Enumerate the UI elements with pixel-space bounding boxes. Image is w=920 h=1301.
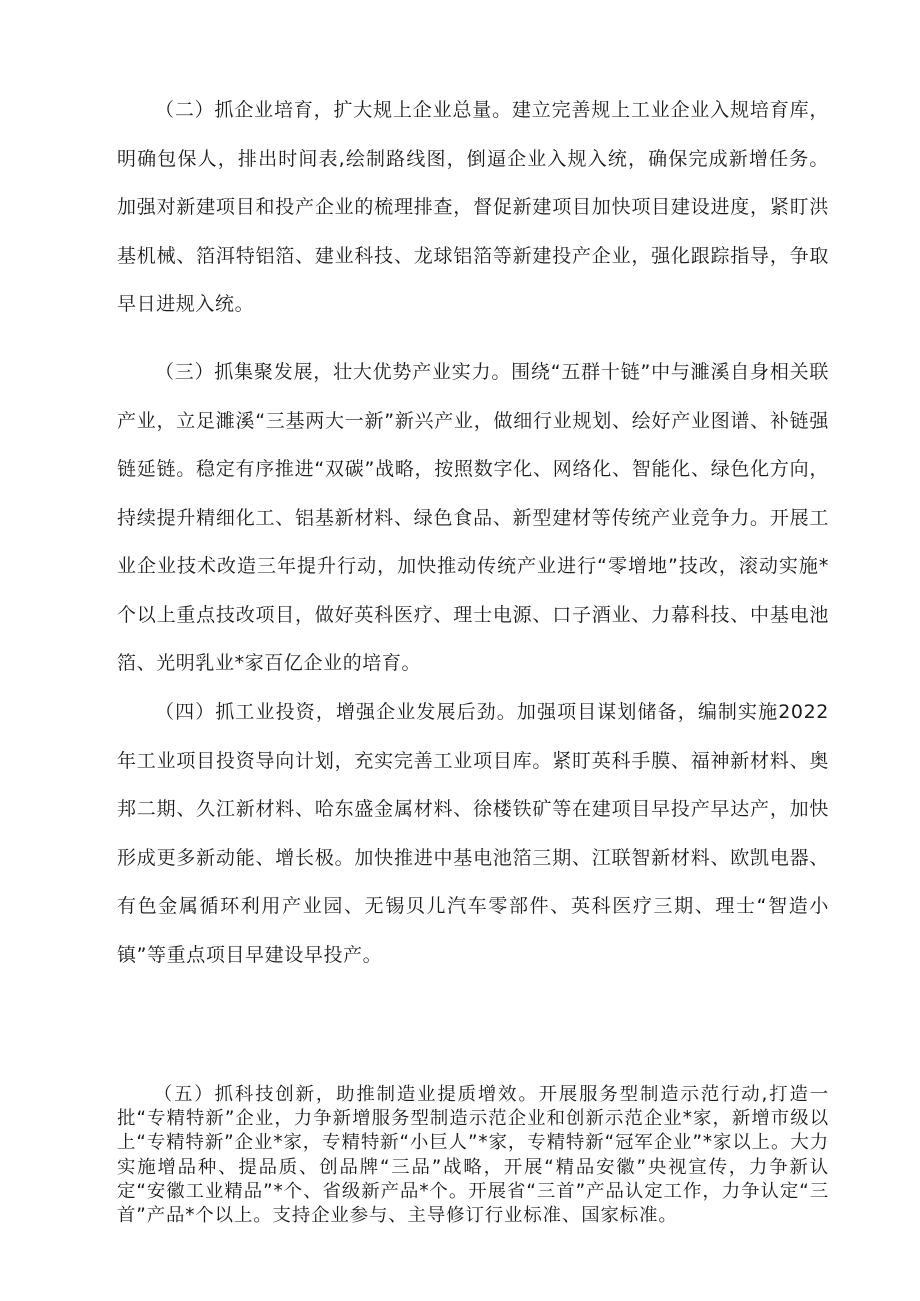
paragraph-enterprise-cultivation: （二）抓企业培育，扩大规上企业总量。建立完善规上工业企业入规培育库，明确包保人，排出时间表,绘制路线图，倒逼企业入规入统，确保完成新增任务。加强对新建项目和投产企业的梳理排查，督促新建项目加快项目建设进度，紧盯洪基机械、箔洱特铝箔、建业科技、龙球铝箔等新建投产企业，强化跟踪指导，争取早日进规入统。 (117, 99, 829, 315)
paragraph-cluster-development: （三）抓集聚发展，壮大优势产业实力。围绕“五群十链”中与濉溪自身相关联产业，立足濉溪“三基两大一新”新兴产业，做细行业规划、绘好产业图谱、补链强链延链。稳定有序推进“双碳”战略，按照数字化、网络化、智能化、绿色化方向，持续提升精细化工、铝基新材料、绿色食品、新型建材等传统产业竞争力。开展工业企业技术改造三年提升行动，加快推动传统产业进行“零增地”技改，滚动实施*个以上重点技改项目，做好英科医疗、理士电源、口子酒业、力幕科技、中基电池箔、光明乳业*家百亿企业的培育。 (117, 361, 829, 674)
paragraph-tech-innovation: （五）抓科技创新，助推制造业提质增效。开展服务型制造示范行动,打造一批“专精特新”企业，力争新增服务型制造示范企业和创新示范企业*家，新增市级以上“专精特新”企业*家，专精特新“小巨人”*家，专精特新“冠军企业”*家以上。大力实施增品种、提品质、创品牌“三品”战略，开展“精品安徽”央视宣传，力争新认定“安徽工业精品”*个、省级新产品*个。开展省“三首”产品认定工作，力争认定“三首”产品*个以上。支持企业参与、主导修订行业标准、国家标准。 (117, 1084, 829, 1227)
paragraph-industrial-investment: （四）抓工业投资，增强企业发展后劲。加强项目谋划储备，编制实施2022年工业项目投资导向计划，充实完善工业项目库。紧盯英科手膜、福神新材料、奥邦二期、久江新材料、哈东盛金属材料、徐楼铁矿等在建项目早投产早达产，加快形成更多新动能、增长极。加快推进中基电池箔三期、江联智新材料、欧凯电器、有色金属循环利用产业园、无锡贝儿汽车零部件、英科医疗三期、理士“智造小镇”等重点项目早建设早投产。 (117, 701, 829, 966)
